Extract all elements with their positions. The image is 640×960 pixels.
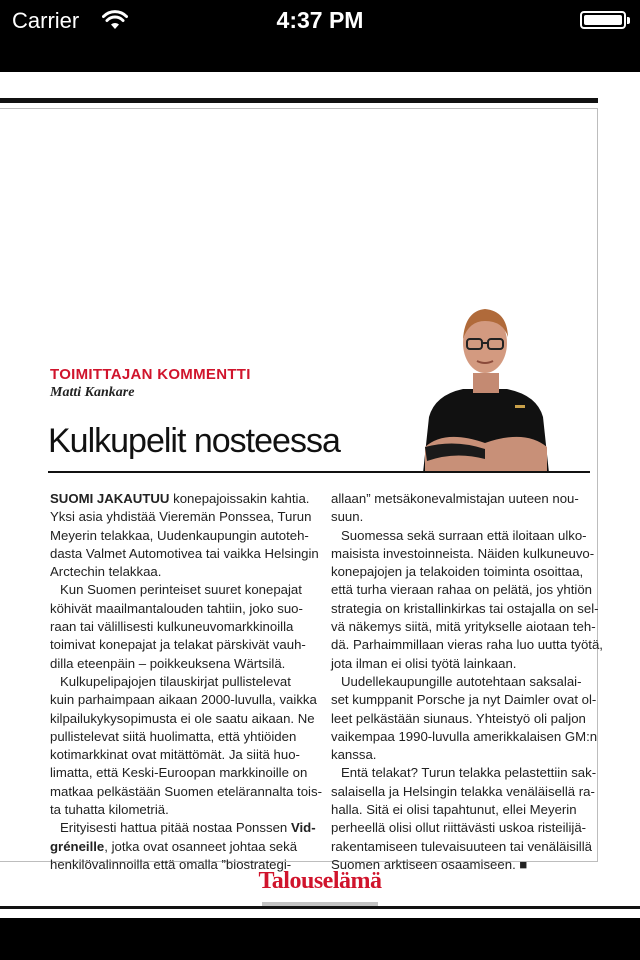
line-text: vaikempaa 1990-luvulla amerikkalaisen GM:n bbox=[331, 728, 598, 744]
text-line bbox=[331, 600, 599, 618]
text-line bbox=[50, 655, 314, 673]
line-text: strategia on kristallinkirkas tai ostajalla on sel- bbox=[331, 600, 599, 616]
line-text: henkilövalinnoilla että omalla ”biostrategi- bbox=[50, 856, 292, 872]
text-line bbox=[331, 819, 595, 837]
line-text: limatta, että Keski-Euroopan markkinoille on bbox=[50, 765, 308, 781]
text-line bbox=[50, 710, 314, 728]
line-text: perheellä olisi ollut riittävästi uskoa risteilijä- bbox=[331, 820, 587, 836]
line-text: leet pelkästään siunaus. Yhteistyö oli paljon bbox=[331, 710, 586, 726]
line-text: kotimarkkinat ovat mitättömät. Ja siitä huo- bbox=[50, 747, 300, 763]
line-text: Suomessa sekä surraan että iloitaan ulko- bbox=[341, 527, 587, 543]
line-text: Kulkupelipajojen tilauskirjat pullistelevat bbox=[60, 673, 291, 689]
line-text: Yksi asia yhdistää Vieremän Ponssea, Turun bbox=[50, 509, 312, 525]
line-text: , jotka ovat osanneet johtaa sekä bbox=[104, 838, 298, 854]
text-line bbox=[331, 673, 595, 691]
line-text: Meyerin telakkaa, Uudenkaupungin autoteh- bbox=[50, 527, 309, 543]
text-line bbox=[331, 838, 595, 856]
top-divider bbox=[0, 98, 598, 103]
line-text: salaisella ja Helsingin telakka venäläisellä ra- bbox=[331, 783, 595, 799]
text-line bbox=[50, 801, 314, 819]
text-line bbox=[50, 618, 314, 636]
text-line bbox=[331, 801, 595, 819]
line-text: allaan” metsäkonevalmistajan uuteen nou- bbox=[331, 491, 579, 506]
lead-in: SUOMI JAKAUTUU bbox=[50, 491, 170, 506]
line-text: Uudellekaupungille autotehtaan saksalai- bbox=[341, 673, 582, 689]
line-text: rakentamiseen tulevaisuuteen tai venäläisillä bbox=[331, 838, 592, 854]
text-line bbox=[331, 508, 595, 526]
line-text: toimivat konepajat ja telakat pärskivät vauh- bbox=[50, 637, 306, 653]
line-text: Suomen arktiseen osaamiseen. ■ bbox=[331, 856, 528, 872]
text-line bbox=[50, 819, 314, 837]
article-headline: Kulkupelit nosteessa bbox=[48, 422, 340, 460]
article-column-2 bbox=[331, 490, 603, 874]
line-text: dilla eteenpäin – poikkeuksena Wärtsilä. bbox=[50, 655, 286, 671]
line-text: köhivät maailmantalouden tahtiin, joko suo- bbox=[50, 600, 303, 616]
text-line bbox=[331, 655, 595, 673]
line-text: suun. bbox=[331, 509, 364, 525]
text-line bbox=[331, 710, 595, 728]
text-line bbox=[331, 636, 603, 654]
publication-logo: Talouselämä bbox=[258, 868, 382, 894]
author-byline: Matti Kankare bbox=[50, 385, 135, 400]
line-text: set kumppanit Porsche ja nyt Daimler ovat ol- bbox=[331, 692, 597, 708]
text-line bbox=[50, 764, 314, 782]
line-text: raan tai välillisesti kulkuneuvomarkkinoilla bbox=[50, 619, 294, 635]
clock: 4:37 PM bbox=[276, 7, 364, 33]
text-line bbox=[50, 783, 322, 801]
line-text: kuin parhaimpaan aikaan 2000-luvulla, vaikka bbox=[50, 692, 317, 708]
text-line bbox=[50, 563, 314, 581]
text-line bbox=[331, 581, 595, 599]
line-text: jota ilman ei olisi työtä lainkaan. bbox=[331, 655, 517, 671]
line-text: Erityisesti hattua pitää nostaa Ponssen bbox=[60, 820, 288, 836]
text-line bbox=[331, 563, 595, 581]
line-text: dä. Parhaimmillaan vieras raha luo uutta työtä, bbox=[331, 637, 603, 653]
line-text: matkaa pelkästään Suomen etelärannalta tois- bbox=[50, 783, 322, 799]
article-column-1 bbox=[50, 490, 322, 874]
text-line bbox=[50, 728, 314, 746]
line-text: Entä telakat? Turun telakka pelastettiin sak- bbox=[341, 765, 597, 781]
line-text: maisista investoinneista. Näiden kulkuneuvo- bbox=[331, 545, 595, 561]
text-line bbox=[50, 636, 314, 654]
line-text: ta tuhatta kilometriä. bbox=[50, 802, 169, 818]
text-line bbox=[50, 746, 314, 764]
magazine-page[interactable] bbox=[0, 72, 640, 918]
carrier-label: Carrier bbox=[12, 8, 80, 33]
text-line bbox=[50, 508, 314, 526]
battery-icon bbox=[580, 11, 626, 29]
text-line bbox=[50, 600, 314, 618]
text-line bbox=[50, 673, 314, 691]
text-line bbox=[50, 838, 314, 856]
section-label: TOIMITTAJAN KOMMENTTI bbox=[50, 366, 251, 383]
line-text: halla. Sitä ei olisi tapahtunut, ellei Meyerin bbox=[331, 802, 577, 818]
line-text: pullistelevat siitä huolimatta, että yhtiöiden bbox=[50, 728, 297, 744]
text-line bbox=[50, 691, 317, 709]
line-text: Kun Suomen perinteiset suuret konepajat bbox=[60, 582, 302, 598]
line-text: kilpailukykysopimusta ei ole saatu aikaan. Ne bbox=[50, 710, 315, 726]
text-line bbox=[331, 746, 595, 764]
bold-name: Vid- bbox=[290, 820, 316, 836]
bold-name: gréneille bbox=[50, 838, 105, 854]
text-line bbox=[331, 618, 595, 636]
line-text: Arctechin telakkaa. bbox=[50, 564, 162, 580]
text-line bbox=[331, 527, 595, 545]
line-text: dasta Valmet Automotivea tai vaikka Helsingin bbox=[50, 545, 319, 561]
text-line bbox=[50, 581, 314, 599]
text-line bbox=[50, 490, 314, 508]
line-text: kanssa. bbox=[331, 747, 377, 763]
text-line bbox=[331, 545, 595, 563]
text-line bbox=[331, 728, 598, 746]
line-text: että turha vieraan rahaa on pelätä, jos yhtiön bbox=[331, 582, 592, 598]
line-text: konepajoissakin kahtia. bbox=[173, 491, 310, 506]
text-line bbox=[331, 490, 595, 508]
line-text: konepajojen ja telakoiden toiminta osoittaa, bbox=[331, 564, 584, 580]
status-bar bbox=[0, 0, 640, 40]
text-line bbox=[331, 783, 595, 801]
bottom-divider bbox=[0, 906, 640, 909]
text-line bbox=[331, 764, 595, 782]
text-line bbox=[50, 545, 319, 563]
text-line bbox=[50, 527, 314, 545]
headline-rule bbox=[48, 471, 590, 473]
author-portrait bbox=[415, 297, 555, 473]
line-text: vä näkemys siitä, mitä yritykselle aiotaan teh- bbox=[331, 619, 596, 635]
text-line bbox=[331, 691, 595, 709]
